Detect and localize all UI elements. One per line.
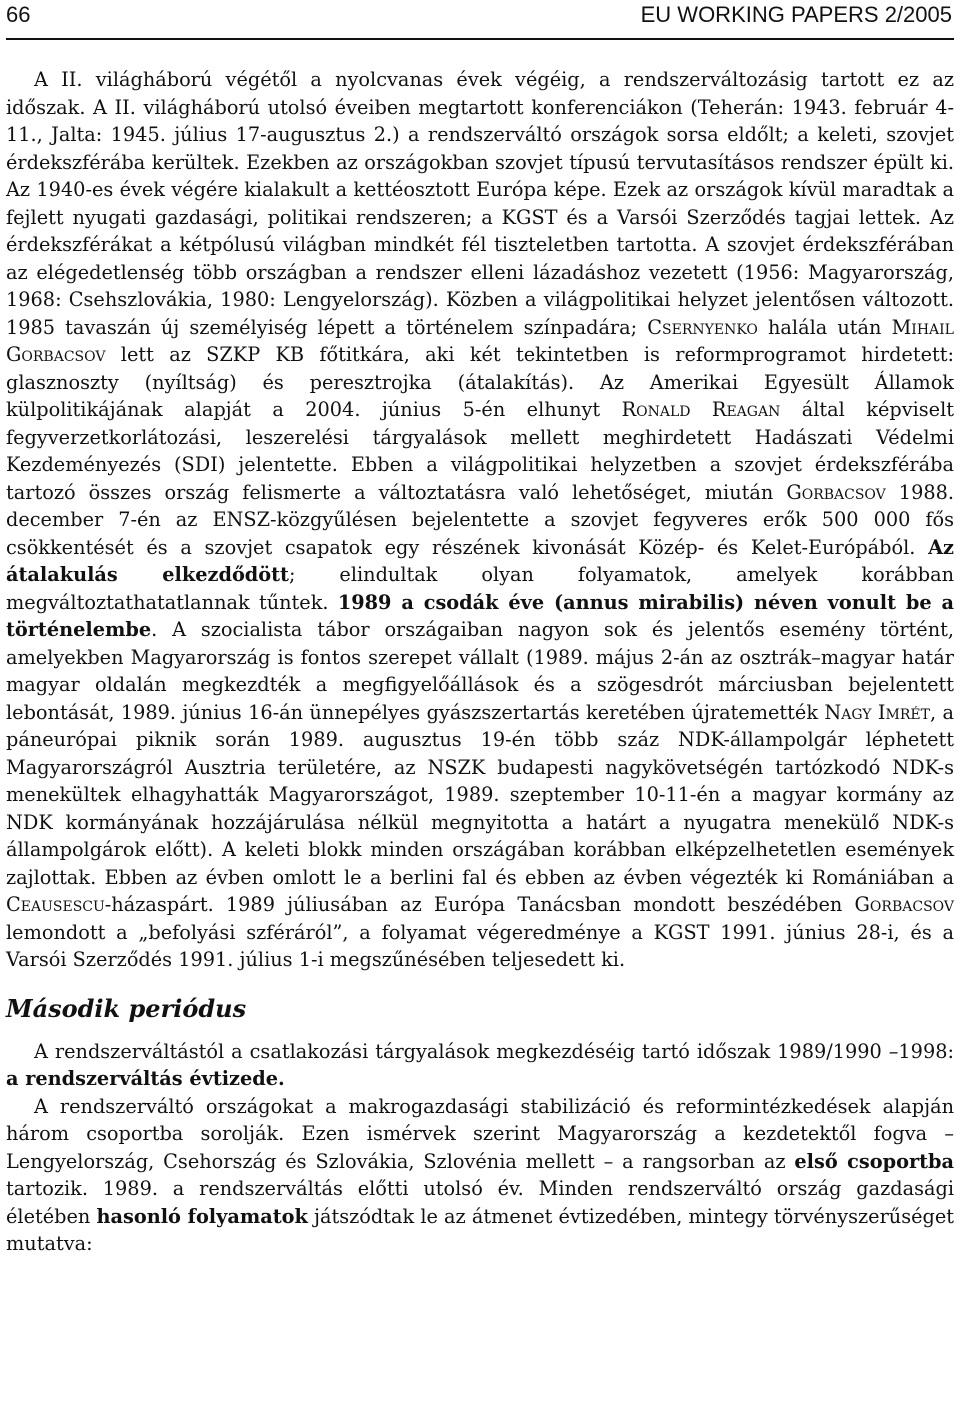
section-heading: Második periódus [6, 993, 247, 1023]
text-run: ; elindultak olyan folyamatok, amelyek korábban megváltoztathatatlannak tűntek. [6, 563, 955, 614]
text-run: . A szocialista tábor országaiban nagyon sok és jelentős esemény történt, amelyekben Magyarország is fontos szerepet vállalt (1989. május 2-án az osztrák–magyar határ magyar oldalán megkezdték a megfigyelőállások és a szögesdrót márciusban bejelentett lebontását, 1989. június 16-án ünnepélyes gyászszertartás keretében újratemették [6, 618, 954, 724]
text-run: A II. világháború végétől a nyolcvanas évek végéig, a rendszerváltozásig tartott ez az időszak. A II. világháború utolsó éveiben megtartott konferenciákon (Teherán: 1943. február 4-11., Jalta: 1945. július 17-augusztus 2.) a rendszerváltó országok sorsa eldőlt; a keleti, szovjet érdekszférába kerültek. Ezekben az országokban szovjet típusú tervutasításos rendszer épült ki. Az 1940-es évek végére kialakult a kettéosztott Európa képe. Ezek az országok kívül maradtak a fejlett nyugati gazdasági, politikai rendszeren; a KGST és a Varsói Szerződés tagjai lettek. Az érdekszférákat a kétpólusú világban mindkét fél tiszteletben tartotta. A szovjet érdekszférában az elégedetlenség több országban a rendszer elleni lázadáshoz vezetett (1956: Magyarország, 1968: Csehszlovákia, 1980: Lengyelország). Közben a világpolitikai helyzet jelentősen változott. 1985 tavaszán új személyiség lépett a történelem színpadára; [6, 68, 954, 339]
running-title: EU WORKING PAPERS 2/2005 [640, 2, 952, 27]
bold-phrase: Az átalakulás elkezdődött [6, 535, 954, 586]
text-run: lemondott a „befolyási szféráról”, a folyamat végeredménye a KGST 1991. június 28-i, és a Varsói Szerződés 1991. július 1-i megszűnésében teljesedett ki. [6, 920, 954, 971]
person-name: Csernyenko [647, 315, 758, 339]
text-run: játszódtak le az átmenet évtizedében, mintegy törvényszerűséget mutatva: [6, 1204, 955, 1255]
person-name: Mihail Gorbacsov [6, 315, 954, 366]
running-header [6, 2, 952, 34]
person-name: Gorbacsov [854, 893, 954, 916]
text-run: A rendszerváltó országokat a makrogazdasági stabilizáció és reformintézkedések alapján három csoportba sorolják. Ezen ismérvek szerint Magyarország a kezdetektől fogva – Lengyelország, Csehország és Szlovákia, Szlovénia mellett – a rangsorban az [6, 1094, 954, 1173]
text-run: -házaspárt. 1989 júliusában az Európa Tanácsban mondott beszédében [104, 893, 855, 916]
person-name: Nagy Imrét [824, 700, 930, 724]
bold-phrase: első csoportba [794, 1149, 955, 1173]
text-run: által képviselt fegyverzetkorlátozási, leszerelési tárgyalások mellett meghirdetett Hadászati Védelmi Kezdeményezés (SDI) jelentette. Ebben a világpolitikai helyzetben a szovjet érdekszférába tartozó összes ország felismerte a változtatásra való lehetőséget, miután [6, 398, 954, 504]
text-run: lett az SZKP KB főtitkára, aki két tekintetben is reformprogramot hirdetett: glasznoszty (nyíltság) és peresztrojka (átalakítás). Az Amerikai Egyesült Államok külpolitikájának alapját a 2004. június 5-én elhunyt [6, 343, 954, 421]
person-name: Gorbacsov [786, 480, 886, 504]
bold-phrase: 1989 a csodák éve (annus mirabilis) néven vonult be a történelembe [6, 590, 954, 641]
bold-phrase: hasonló folyamatok [96, 1204, 308, 1228]
header-rule [6, 38, 954, 40]
document-body [6, 66, 954, 1258]
paragraph-first-period [6, 66, 954, 974]
text-run: halála után [757, 315, 892, 339]
page-number: 66 [6, 2, 31, 27]
text-run: tartozik. 1989. a rendszerváltás előtti utolsó év. Minden rendszerváltó ország gazdasági életében [6, 1177, 954, 1228]
text-run: A rendszerváltástól a csatlakozási tárgyalások megkezdéséig tartó időszak 1989/1990 –1998: [34, 1039, 954, 1063]
paragraph-country-groups [6, 1093, 954, 1258]
text-run: 1988. december 7-én az ENSZ-közgyűlésen bejelentette a szovjet fegyveres erők 500 000 fős csökkentését és a szovjet csapatok egy részének kivonását Közép- és Kelet-Európából. [6, 480, 955, 559]
paragraph-second-period-intro [6, 1038, 954, 1093]
bold-phrase: a rendszerváltás évtizede. [6, 1067, 285, 1090]
person-name: Ronald Reagan [621, 398, 781, 421]
text-run: , a páneurópai piknik során 1989. augusztus 19-én több száz NDK-állampolgár léphetett Magyarországról Ausztria területére, az NSZK budapesti nagykövetségén tartózkodó NDK-s menekültek elhagyhatták Magyarországot, 1989. szeptember 10-11-én a magyar kormány az NDK kormányának hozzájárulása nélkül megnyitotta a határt a nyugatra menekülő NDK-s állampolgárok előtt). A keleti blokk minden országában korábban elképzelhetetlen események zajlottak. Ebben az évben omlott le a berlini fal és ebben az évben végezték ki Romániában a [6, 700, 954, 889]
person-name: Ceausescu [6, 893, 105, 916]
